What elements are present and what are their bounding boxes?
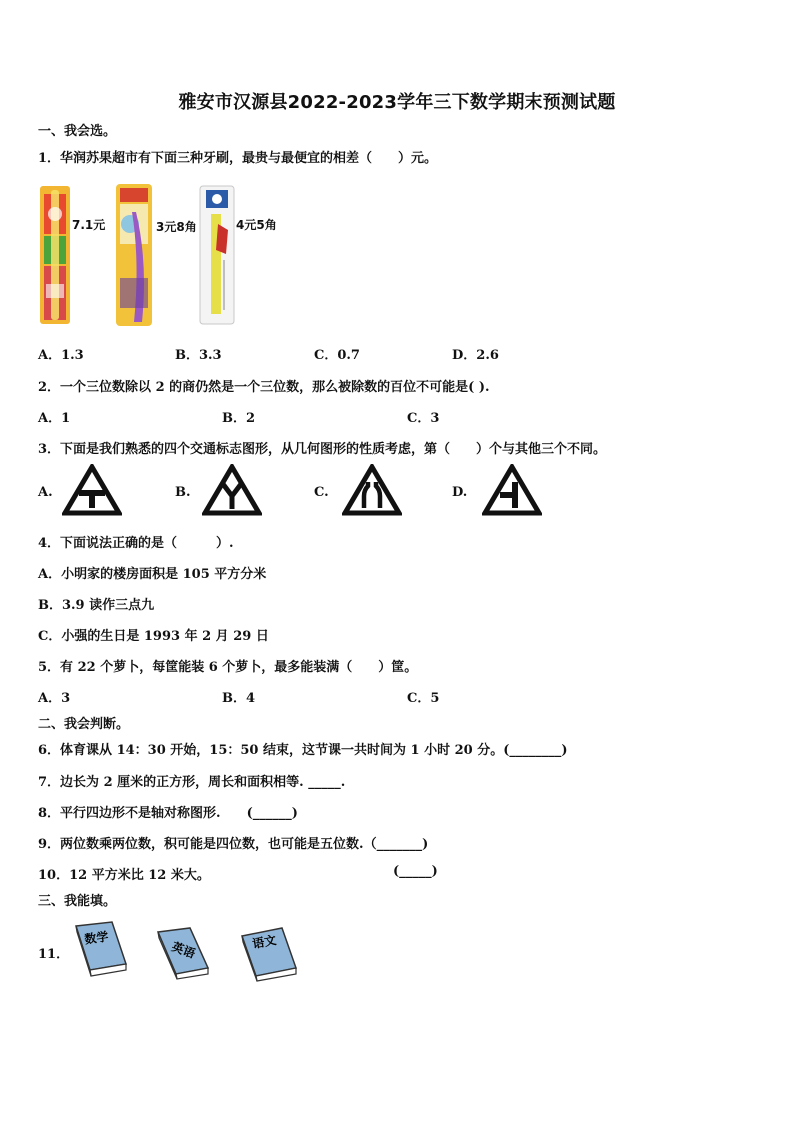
english-book-label: 英语 [169, 939, 198, 961]
traffic-sign-y-junction-icon [202, 464, 262, 516]
question-6-text: 6．体育课从 14：30 开始，15：50 结束，这节课一共时间为 1 小时 20 分。(________) [38, 743, 568, 758]
section-heading-1: 一、我会选。 [38, 124, 117, 139]
chinese-book-icon [238, 926, 302, 982]
math-book-label: 数学 [83, 929, 110, 947]
question-3-text: 3．下面是我们熟悉的四个交通标志图形，从几何图形的性质考虑，第（ ）个与其他三个不同。 [38, 442, 607, 457]
question-9-text: 9．两位数乘两位数，积可能是四位数，也可能是五位数.（_______) [38, 837, 429, 852]
q3-option-d[interactable]: D. [452, 485, 468, 500]
math-book-icon [70, 920, 130, 978]
toothbrush-package-2 [114, 182, 154, 328]
q2-option-a[interactable]: A．1 [38, 411, 71, 426]
section-heading-2: 二、我会判断。 [38, 717, 130, 732]
q1-option-a[interactable]: A．1.3 [38, 348, 84, 363]
q1-option-c[interactable]: C．0.7 [314, 348, 360, 363]
question-2-text: 2．一个三位数除以 2 的商仍然是一个三位数，那么被除数的百位不可能是( ). [38, 380, 490, 395]
traffic-sign-narrow-road-icon [342, 464, 402, 516]
q2-option-c[interactable]: C．3 [407, 411, 440, 426]
q4-option-a[interactable]: A．小明家的楼房面积是 105 平方分米 [38, 567, 267, 582]
q1-option-b[interactable]: B．3.3 [175, 348, 222, 363]
question-10-answer-blank[interactable]: (_____) [393, 864, 438, 879]
q4-option-b[interactable]: B．3.9 读作三点九 [38, 598, 155, 613]
q5-option-a[interactable]: A．3 [38, 691, 71, 706]
q5-option-c[interactable]: C．5 [407, 691, 440, 706]
price-label-1: 7.1元 [72, 218, 106, 232]
page-title: 雅安市汉源县2022-2023学年三下数学期末预测试题 [178, 92, 616, 113]
question-4-text: 4．下面说法正确的是（ ）. [38, 536, 234, 551]
q5-option-b[interactable]: B．4 [222, 691, 256, 706]
price-label-3: 4元5角 [236, 218, 277, 232]
question-10-text: 10．12 平方米比 12 米大。 [38, 868, 210, 883]
question-8-text: 8．平行四边形不是轴对称图形. (______) [38, 806, 298, 821]
traffic-sign-side-road-icon [482, 464, 542, 516]
q3-option-c[interactable]: C. [314, 485, 329, 500]
price-label-2: 3元8角 [156, 220, 197, 234]
q4-option-c[interactable]: C．小强的生日是 1993 年 2 月 29 日 [38, 629, 269, 644]
english-book-icon [154, 924, 214, 980]
question-7-text: 7．边长为 2 厘米的正方形，周长和面积相等. _____. [38, 775, 346, 790]
toothbrush-package-1 [38, 184, 72, 326]
traffic-sign-t-junction-icon [62, 464, 122, 516]
q1-option-d[interactable]: D．2.6 [452, 348, 499, 363]
chinese-book-label: 语文 [251, 933, 278, 952]
section-heading-3: 三、我能填。 [38, 894, 117, 909]
question-11-number: 11． [38, 947, 70, 962]
q3-option-a[interactable]: A. [38, 485, 53, 500]
question-5-text: 5．有 22 个萝卜，每筐能装 6 个萝卜，最多能装满（ ）筐。 [38, 660, 418, 675]
question-1-text: 1．华润苏果超市有下面三种牙刷，最贵与最便宜的相差（ ）元。 [38, 151, 438, 166]
q2-option-b[interactable]: B．2 [222, 411, 256, 426]
q3-option-b[interactable]: B. [175, 485, 191, 500]
toothbrush-package-3 [198, 184, 236, 326]
